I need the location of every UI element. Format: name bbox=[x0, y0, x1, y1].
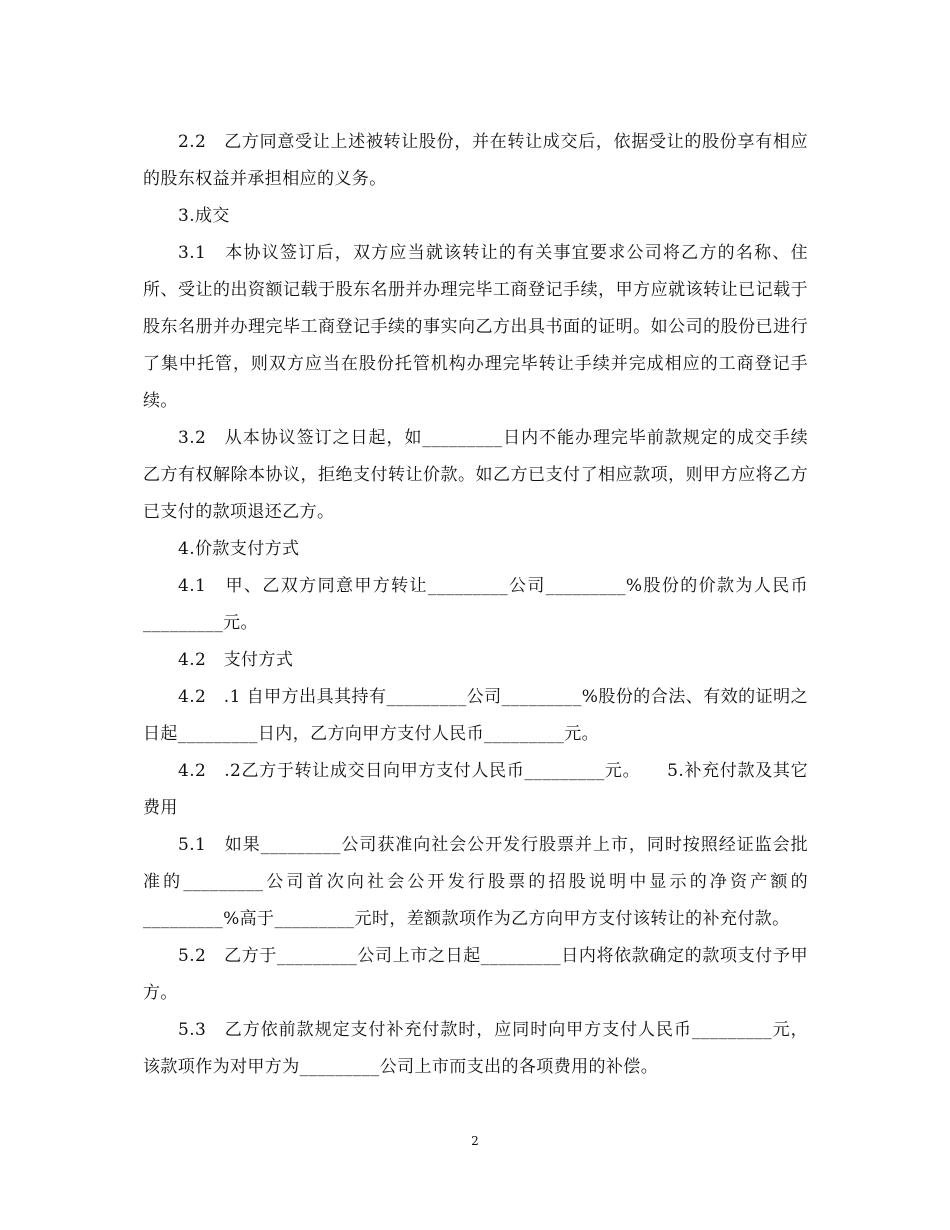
document-body bbox=[143, 124, 808, 1086]
clause-4-2-2: 4.2 .2乙方于转让成交日向甲方支付人民币_________元。 5.补充付款及其它费用 bbox=[143, 761, 808, 818]
clause-4-2-1: 4.2 .1 自甲方出具其持有_________公司_________%股份的合法、有效的证明之日起_________日内，乙方向甲方支付人民币_________元。 bbox=[143, 687, 808, 744]
clause-2-2: 2.2 乙方同意受让上述被转让股份，并在转让成交后，依据受让的股份享有相应的股东权益并承担相应的义务。 bbox=[143, 132, 808, 189]
section-heading-4: 4.价款支付方式 bbox=[178, 539, 300, 559]
clause-3-2: 3.2 从本协议签订之日起，如_________日内不能办理完毕前款规定的成交手续乙方有权解除本协议，拒绝支付转让价款。如乙方已支付了相应款项，则甲方应将乙方已支付的款项退还乙方。 bbox=[143, 428, 808, 522]
clause-5-3: 5.3 乙方依前款规定支付补充付款时，应同时向甲方支付人民币_________元，该款项作为对甲方为_________公司上市而支出的各项费用的补偿。 bbox=[143, 1020, 808, 1077]
clause-4-2: 4.2 支付方式 bbox=[178, 650, 294, 670]
clause-4-1: 4.1 甲、乙双方同意甲方转让_________公司_________%股份的价款为人民币_________元。 bbox=[143, 576, 808, 633]
section-heading-3: 3.成交 bbox=[178, 206, 230, 226]
clause-3-1: 3.1 本协议签订后，双方应当就该转让的有关事宜要求公司将乙方的名称、住所、受让的出资额记载于股东名册并办理完毕工商登记手续，甲方应就该转让已记载于股东名册并办理完毕工商登记手续的事实向乙方出具书面的证明。如公司的股份已进行了集中托管，则双方应当在股份托管机构办理完毕转让手续并完成相应的工商登记手续。 bbox=[143, 243, 808, 411]
page-number: 2 bbox=[471, 1134, 479, 1148]
clause-5-1: 5.1 如果_________公司获准向社会公开发行股票并上市，同时按照经证监会批准的_________公司首次向社会公开发行股票的招股说明中显示的净资产额的_________%高于_________元时，差额款项作为乙方向甲方支付该转让的补充付款。 bbox=[143, 835, 808, 929]
clause-5-2: 5.2 乙方于_________公司上市之日起_________日内将依款确定的款项支付予甲方。 bbox=[143, 946, 808, 1003]
